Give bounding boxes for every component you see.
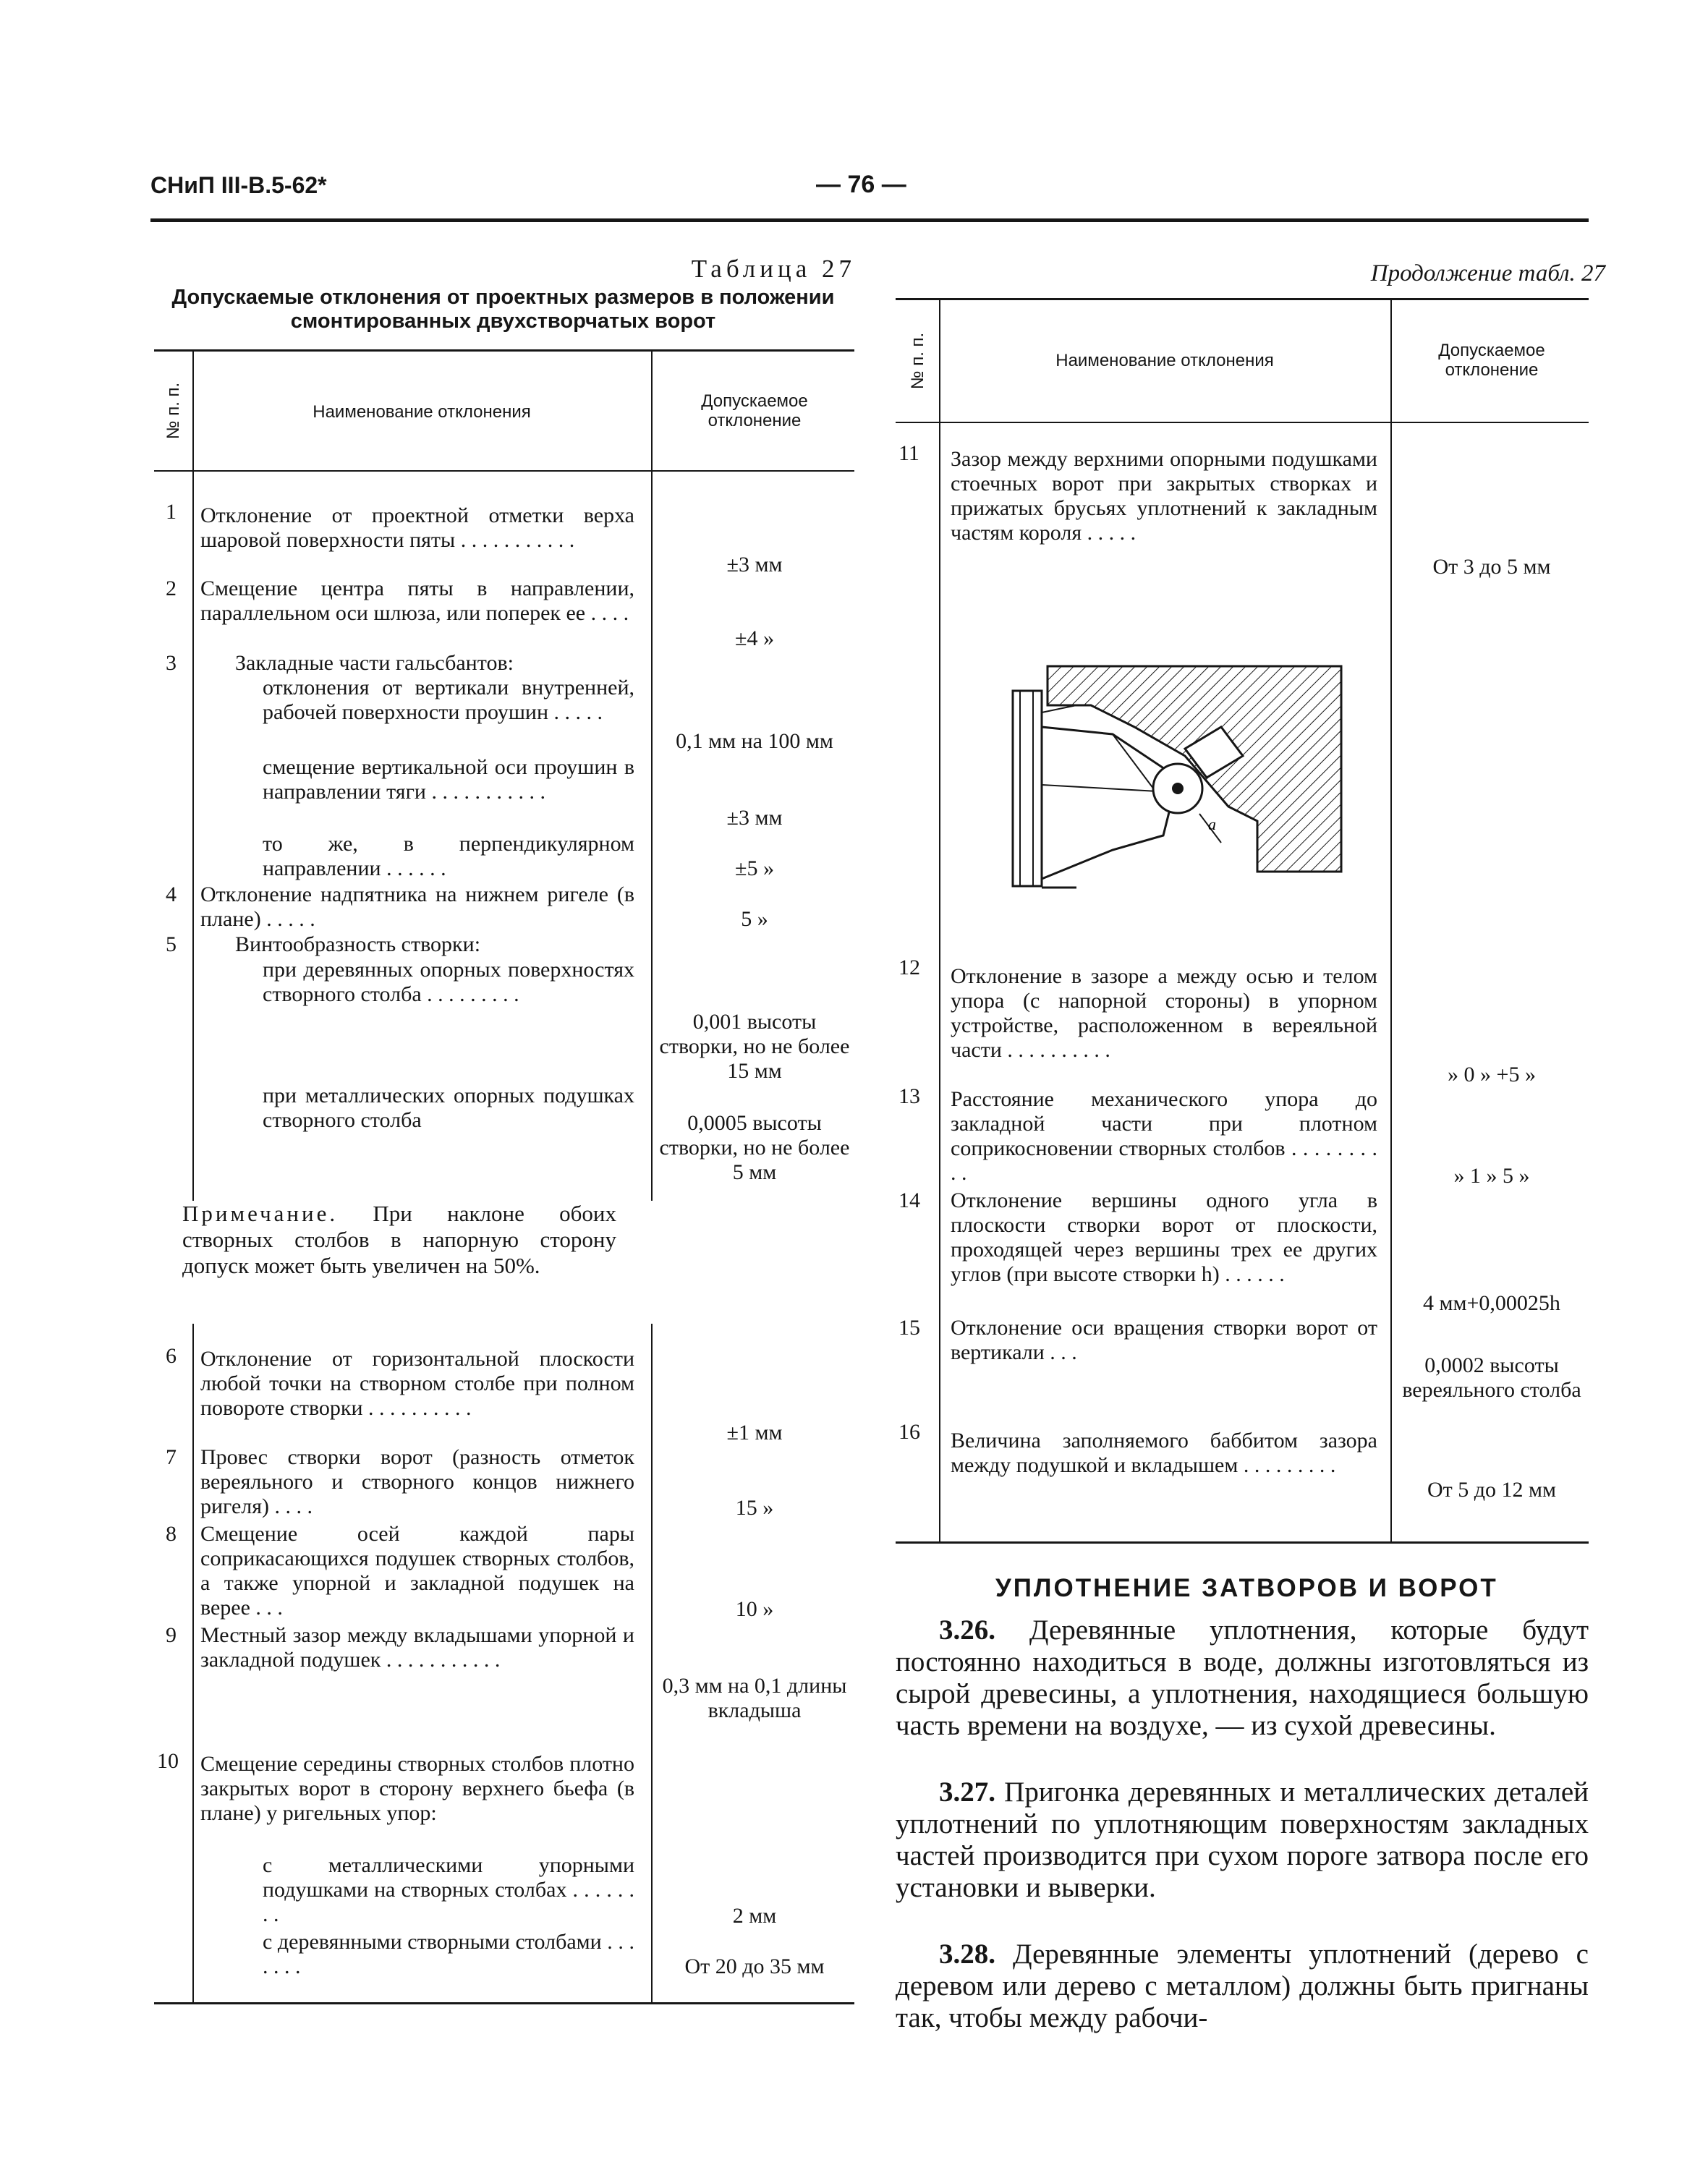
row-value: 2 мм	[732, 1904, 777, 1928]
column-header-tolerance: Допускаемое отклонение	[701, 391, 808, 430]
paragraph-number: 3.28.	[939, 1939, 995, 1970]
row-text: Провес створки ворот (разность отметок вереяльного и створного концов нижнего ригеля) . . . .	[200, 1445, 634, 1518]
row-value: 4 мм+0,00025h	[1423, 1291, 1560, 1315]
row-subtext: с металлическими упорными подушками на створных столбах . . . . . . . .	[263, 1853, 634, 1926]
row-text: Отклонение от проектной отметки верха шаровой поверхности пяты . . . . . . . . . . .	[200, 503, 634, 552]
row-number: 14	[898, 1188, 920, 1212]
row-number: 7	[166, 1445, 177, 1469]
gate-post	[1013, 691, 1042, 886]
table-27-left	[154, 349, 854, 2004]
row-subtext: то же, в перпендикулярном направлении . . . . . .	[263, 832, 634, 880]
row-value: 5 »	[741, 907, 768, 931]
row-number: 13	[898, 1084, 920, 1108]
row-subtext: смещение вертикальной оси проушин в направлении тяги . . . . . . . . . . .	[263, 755, 634, 804]
row-text: Расстояние механического упора до закладной части при плотном соприкосновении створных столбов . . . . . . . . . .	[951, 1087, 1377, 1185]
paragraph-3-28	[896, 1939, 1589, 2034]
note-label: Примечание.	[182, 1201, 339, 1226]
row-value: ±4 »	[735, 626, 774, 650]
paragraph-number: 3.26.	[939, 1615, 995, 1646]
row-value: 0,3 мм на 0,1 длины вкладыша	[662, 1674, 847, 1722]
header-rule	[896, 422, 1589, 423]
row-value: » 1 » 5 »	[1453, 1164, 1530, 1188]
strut	[1113, 734, 1156, 792]
row-value: » 0 » +5 »	[1448, 1063, 1536, 1086]
row-value: ±3 мм	[726, 553, 783, 577]
row-value: От 20 до 35 мм	[684, 1954, 825, 1978]
row-value: 0,001 высоты створки, но не более 15 мм	[659, 1010, 850, 1083]
paragraph-text: Деревянные уплотнения, которые будут постоянно находиться в воде, должны изготовляться из сырой древесины, а уплотнения, находящиеся большую часть времени на воздухе, — из сухой древесины.	[896, 1615, 1589, 1741]
row-text: Местный зазор между вкладышами упорной и закладной подушек . . . . . . . . . . .	[200, 1623, 634, 1672]
row-value: ±3 мм	[726, 806, 783, 830]
col-divider	[1390, 300, 1392, 1541]
paragraph-text: Пригонка деревянных и металлических деталей уплотнений по уплотняющим поверхностям закладных частей производится при сухом пороге затвора после его установки и выверки.	[896, 1777, 1589, 1903]
row-value: ±1 мм	[726, 1421, 783, 1445]
row-value: 10 »	[735, 1597, 774, 1621]
row-value: ±5 »	[735, 856, 774, 880]
row-value: 15 »	[735, 1496, 774, 1520]
section-title: УПЛОТНЕНИЕ ЗАТВОРОВ И ВОРОТ	[995, 1574, 1498, 1602]
note-block	[172, 1201, 664, 1324]
row-text: Отклонение оси вращения створки ворот от вертикали . . .	[951, 1316, 1377, 1364]
row-subtext: при деревянных опорных поверхностях створного столба . . . . . . . . .	[263, 958, 634, 1006]
row-value: 0,0002 высоты вереяльного столба	[1402, 1353, 1581, 1402]
column-header-name: Наименование отклонения	[313, 402, 531, 422]
column-header-tolerance: Допускаемое отклонение	[1438, 341, 1545, 380]
row-text: Отклонение в зазоре а между осью и телом упора (с напорной стороны) в упорном устройстве, расположенном в вереяльной части . . . . . . . . . .	[951, 964, 1377, 1062]
row-number: 6	[166, 1344, 177, 1368]
col-divider	[939, 300, 940, 1541]
table-title: Допускаемые отклонения от проектных размеров в положении смонтированных двухстворчатых ворот	[171, 286, 835, 333]
row-number: 16	[898, 1420, 920, 1444]
gate-support-drawing	[1004, 662, 1351, 901]
paragraph-3-26	[896, 1615, 1589, 1742]
paragraph-number: 3.27.	[939, 1777, 995, 1808]
row-number: 10	[157, 1749, 179, 1773]
row-value: От 5 до 12 мм	[1427, 1478, 1556, 1502]
row-number: 9	[166, 1623, 177, 1647]
row-number: 1	[166, 500, 177, 524]
column-header-name: Наименование отклонения	[1055, 351, 1274, 370]
col-divider	[192, 352, 194, 2002]
row-text: Закладные части гальсбантов:	[235, 651, 514, 675]
row-text: Величина заполняемого баббитом зазора между подушкой и вкладышем . . . . . . . . .	[951, 1429, 1377, 1477]
row-subtext: отклонения от вертикали внутренней, рабочей поверхности проушин . . . . .	[263, 676, 634, 724]
row-number: 3	[166, 651, 177, 675]
paragraph-text: Деревянные элементы уплотнений (дерево с деревом или дерево с металлом) должны быть пригнаны так, чтобы между рабочи-	[896, 1939, 1589, 2033]
row-number: 2	[166, 577, 177, 600]
row-number: 11	[898, 441, 919, 465]
table-label: Таблица 27	[691, 255, 856, 283]
continuation-label: Продолжение табл. 27	[1370, 260, 1605, 286]
row-text: Смещение центра пяты в направлении, параллельном оси шлюза, или поперек ее . . . .	[200, 577, 634, 625]
row-subtext: с деревянными створными столбами . . . . . . .	[263, 1930, 634, 1978]
row-number: 8	[166, 1522, 177, 1546]
column-header-num: № п. п.	[163, 382, 184, 440]
row-number: 15	[898, 1316, 920, 1340]
row-text: Смещение осей каждой пары соприкасающихся подушек створных столбов, а также упорной и закладной подушек на верее . . .	[200, 1522, 634, 1620]
row-value: От 3 до 5 мм	[1432, 555, 1551, 579]
header-rule	[154, 470, 854, 472]
header-rule	[150, 218, 1589, 222]
row-text: Винтообразность створки:	[235, 932, 481, 956]
table-27-right	[896, 298, 1589, 1544]
row-text: Отклонение надпятника на нижнем ригеле (в плане) . . . . .	[200, 882, 634, 931]
col-divider	[651, 352, 653, 2002]
column-header-num: № п. п.	[908, 332, 928, 390]
gap-label: a	[1208, 815, 1216, 833]
document-code: СНиП III-В.5-62*	[150, 172, 327, 198]
row-text: Смещение середины створных столбов плотно закрытых ворот в сторону верхнего бьефа (в плане) у ригельных упор:	[200, 1752, 634, 1825]
row-number: 12	[898, 956, 920, 979]
row-number: 4	[166, 882, 177, 906]
page-number: — 76 —	[816, 171, 906, 198]
row-subtext: при металлических опорных подушках створного столба	[263, 1084, 634, 1132]
row-text: Отклонение вершины одного угла в плоскости створки ворот от плоскости, проходящей через вершины трех ее других углов (при высоте створки h) . . . . . .	[951, 1188, 1377, 1286]
row-value: 0,1 мм на 100 мм	[676, 729, 833, 753]
row-text: Зазор между верхними опорными подушками стоечных ворот при закрытых створках и прижатых брусьях уплотнений к закладным частям короля . . . . .	[951, 447, 1377, 545]
row-value: 0,0005 высоты створки, но не более 5 мм	[659, 1111, 850, 1184]
note-text: При наклоне обоих створных столбов в напорную сторону допуск может быть увеличен на 50%.	[182, 1201, 616, 1278]
row-number: 5	[166, 932, 177, 956]
row-text: Отклонение от горизонтальной плоскости любой точки на створном столбе при полном повороте створки . . . . . . . . . .	[200, 1347, 634, 1420]
hinge-axis	[1172, 783, 1184, 794]
paragraph-3-27	[896, 1777, 1589, 1904]
